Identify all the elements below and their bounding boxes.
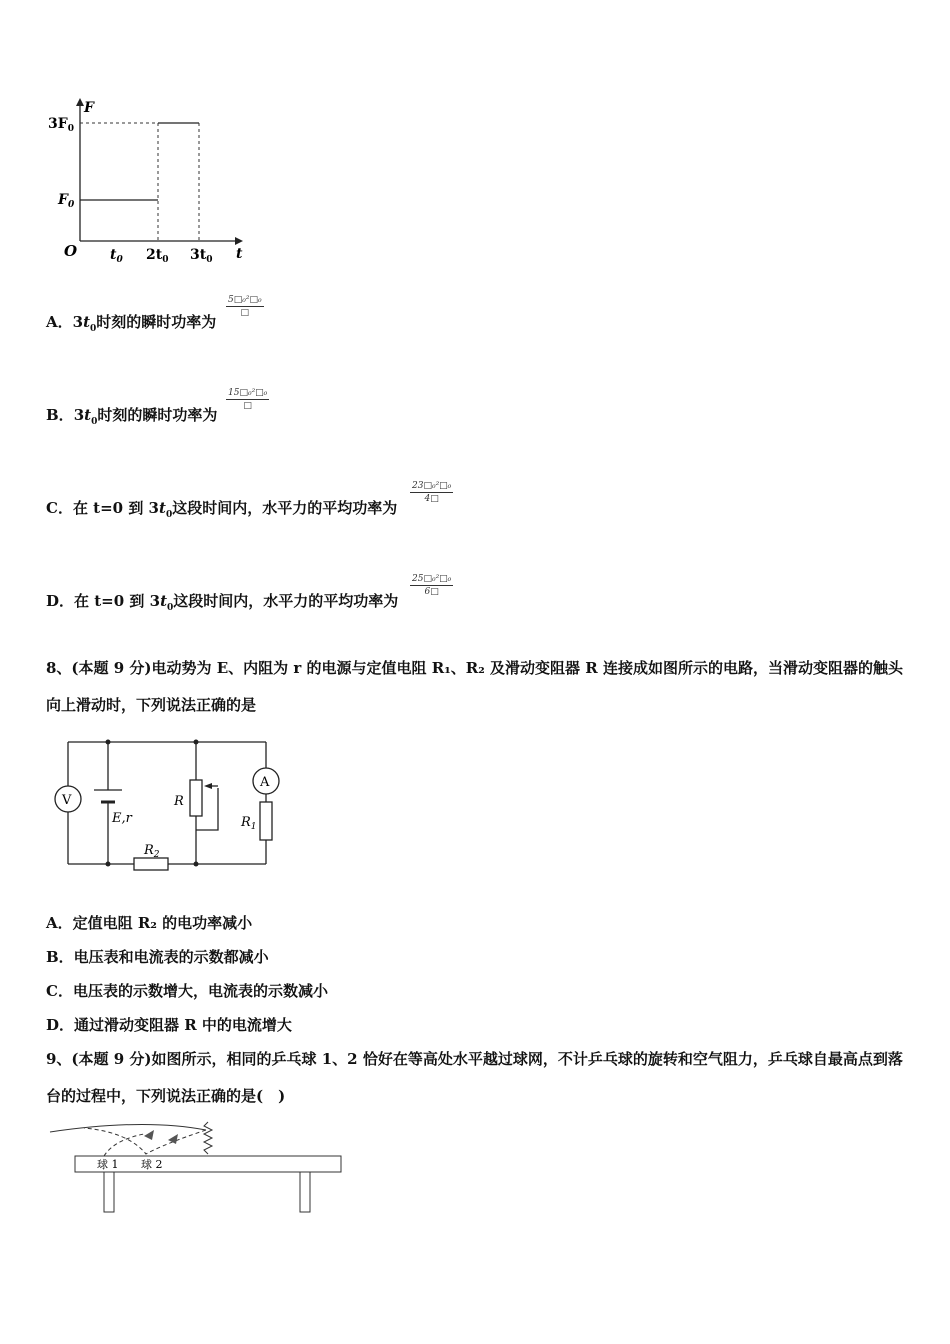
x-tick-t0: $t_0$: [110, 247, 123, 265]
table-leg-left: [104, 1172, 114, 1212]
ammeter: [253, 768, 279, 794]
y-tick-3f0: $3F_0$: [48, 116, 74, 134]
q8-option-a[interactable]: A．定值电阻 R₂ 的电功率减小: [46, 914, 253, 932]
q7-option-a-fraction: 5□₀²□₀ □: [228, 295, 262, 318]
x-tick-3t0: $3t_0$: [190, 247, 213, 265]
svg-text:A: A: [260, 775, 270, 790]
rheostat-label: R: [174, 794, 184, 809]
ball1-trajectory: [50, 1124, 206, 1132]
svg-text:V: V: [62, 793, 72, 808]
x-tick-2t0: $2t_0$: [146, 247, 169, 265]
y-axis-arrow: [76, 98, 84, 106]
r2-label: $R_2$: [144, 843, 160, 860]
q8-option-b[interactable]: B．电压表和电流表的示数都减小: [46, 948, 269, 966]
ball2-arrow: [168, 1134, 178, 1144]
q7-option-b-fraction: 15□₀²□₀ □: [228, 388, 268, 411]
q7-option-d-fraction: $\frac{\text{25□₀²□₀}}{6□}$: [412, 574, 452, 597]
q8-option-c[interactable]: C．电压表的示数增大，电流表的示数减小: [46, 982, 328, 1000]
ball1-label: 球 1: [97, 1158, 119, 1171]
q7-option-c-fraction: $\frac{\text{23□₀²□₀}}{4□}$: [412, 481, 452, 504]
voltmeter: [55, 786, 81, 812]
q7-option-c[interactable]: C．在 t=0 到 $3t_0$这段时间内，水平力的平均功率为: [46, 499, 398, 520]
rheostat: [190, 780, 218, 830]
r1-label: $R_1$: [241, 815, 257, 832]
y-tick-f0: $F_0$: [58, 192, 75, 210]
q8-stem: 8、(本题 9 分)电动势为 E、内阻为 r 的电源与定值电阻 R₁、R₂ 及滑动变阻器 R 连接成如图所示的电路，当滑动变阻器的触头向上滑动时，下列说法正确的是: [46, 659, 903, 714]
q9-stem: 9、(本题 9 分)如图所示，相同的乒乓球 1、2 恰好在等高处水平越过球网，不计乒乓球的旋转和空气阻力，乒乓球自最高点到落台的过程中，下列说法正确的是( ): [46, 1050, 903, 1105]
q7-option-a[interactable]: A．$3t_0$时刻的瞬时功率为: [46, 313, 217, 334]
resistor-r1: [260, 802, 272, 840]
table-leg-right: [300, 1172, 310, 1212]
x-axis-label: t: [236, 246, 243, 262]
ball2-trajectory: [84, 1128, 206, 1154]
source-label: E,r: [112, 811, 132, 826]
q7-option-b[interactable]: B．$3t_0$时刻的瞬时功率为: [46, 406, 218, 427]
origin-label: O: [64, 242, 78, 260]
y-axis-label: F: [84, 100, 94, 116]
q8-option-d[interactable]: D．通过滑动变阻器 R 中的电流增大: [46, 1016, 292, 1034]
x-axis-arrow: [235, 237, 243, 245]
circuit-diagram: [48, 730, 288, 875]
battery: [94, 790, 122, 802]
resistor-r2: [134, 858, 168, 870]
ball2-label: 球 2: [141, 1158, 163, 1171]
force-time-graph: [40, 96, 260, 276]
q7-option-d[interactable]: D．在 t=0 到 $3t_0$这段时间内，水平力的平均功率为: [46, 592, 399, 613]
ping-pong-diagram: [44, 1118, 354, 1218]
ball1-arrow: [144, 1130, 154, 1140]
net-spring: [204, 1122, 212, 1154]
